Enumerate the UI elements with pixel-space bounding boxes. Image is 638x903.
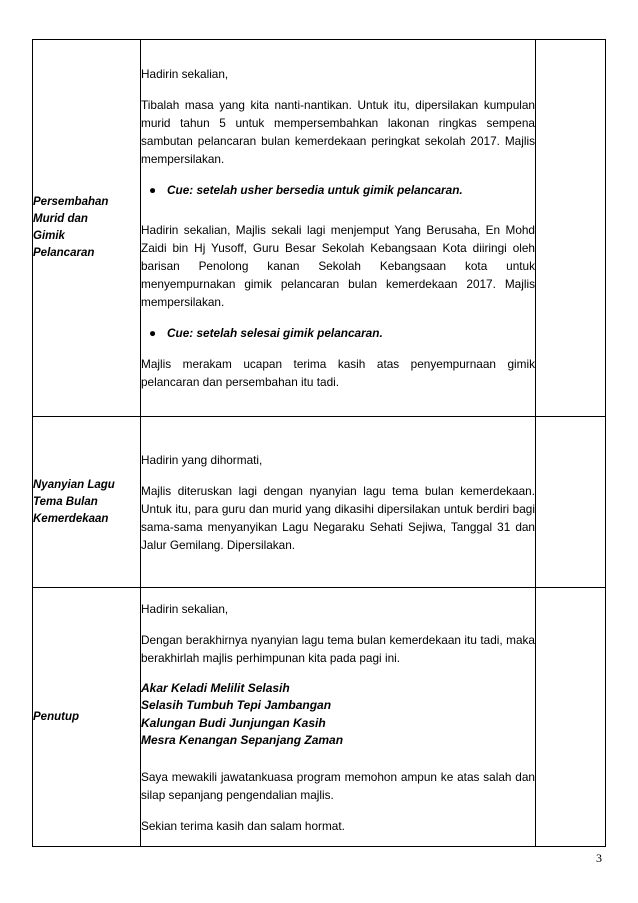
section-label bbox=[33, 40, 141, 417]
section-content bbox=[141, 588, 536, 847]
cue-text: Cue: setelah usher bersedia untuk gimik pelancaran. bbox=[167, 183, 463, 197]
pantun bbox=[141, 680, 535, 750]
label-line: Gimik bbox=[33, 230, 65, 242]
page-number: 3 bbox=[596, 851, 602, 865]
section-content bbox=[141, 40, 536, 417]
bullet-icon: ● bbox=[149, 326, 157, 340]
notes-cell bbox=[536, 588, 606, 847]
label-line: Penutup bbox=[33, 710, 79, 723]
section-label bbox=[33, 417, 141, 588]
section-content bbox=[141, 417, 536, 588]
pantun-line: Kalungan Budi Junjungan Kasih bbox=[141, 715, 326, 730]
greeting: Hadirin sekalian, bbox=[141, 67, 229, 81]
paragraph: Hadirin sekalian, Majlis sekali lagi menjemput Yang Berusaha, En Mohd Zaidi bin Hj Yusoff, Guru Besar Sekolah Kebangsaan Kota diiringi oleh barisan Penolong kanan Sekolah Kebangsaan kota untuk menyempurnakan gimik pelancaran bulan kemerdekaan 2017. Majlis mempersilakan. bbox=[141, 223, 535, 309]
greeting: Hadirin yang dihormati, bbox=[141, 452, 263, 467]
bullet-icon: ● bbox=[149, 183, 157, 197]
cue-item bbox=[141, 324, 535, 342]
table-row bbox=[33, 588, 606, 847]
paragraph: Sekian terima kasih dan salam hormat. bbox=[141, 818, 345, 833]
section-label bbox=[33, 588, 141, 847]
table-row bbox=[33, 40, 606, 417]
notes-cell bbox=[536, 417, 606, 588]
label-line: Nyanyian Lagu bbox=[33, 478, 115, 491]
greeting: Hadirin sekalian, bbox=[141, 601, 229, 616]
label-line: Kemerdekaan bbox=[33, 512, 109, 525]
notes-cell bbox=[536, 40, 606, 417]
paragraph: Tibalah masa yang kita nanti-nantikan. Untuk itu, dipersilakan kumpulan murid tahun 5 untuk mempersembahkan lakonan ringkas sempena sambutan pelancaran bulan kemerdekaan peringkat sekolah 2017. Majlis mempersilakan. bbox=[141, 98, 535, 166]
script-table bbox=[32, 39, 606, 847]
label-line: Pelancaran bbox=[33, 247, 95, 259]
pantun-line: Mesra Kenangan Sepanjang Zaman bbox=[141, 733, 344, 747]
paragraph: Saya mewakili jawatankuasa program memohon ampun ke atas salah dan silap sepanjang pengendalian majlis. bbox=[141, 769, 535, 802]
label-line: Persembahan bbox=[33, 196, 109, 208]
pantun-line: Akar Keladi Melilit Selasih bbox=[141, 680, 290, 695]
paragraph: Dengan berakhirnya nyanyian lagu tema bulan kemerdekaan itu tadi, maka berakhirlah majlis perhimpunan kita pada pagi ini. bbox=[141, 632, 535, 665]
paragraph: Majlis diteruskan lagi dengan nyanyian lagu tema bulan kemerdekaan. Untuk itu, para guru dan murid yang dikasihi dipersilakan untuk berdiri bagi sama-sama menyanyikan Lagu Negaraku Sehati Sejiwa, Tanggal 31 dan Jalur Gemilang. Dipersilakan. bbox=[141, 483, 535, 552]
label-line: Tema Bulan bbox=[33, 495, 98, 508]
label-line: Murid dan bbox=[33, 213, 88, 225]
paragraph: Majlis merakam ucapan terima kasih atas penyempurnaan gimik pelancaran dan persembahan itu tadi. bbox=[141, 357, 535, 389]
cue-text: Cue: setelah selesai gimik pelancaran. bbox=[167, 326, 383, 340]
table-row bbox=[33, 417, 606, 588]
cue-item bbox=[141, 181, 535, 199]
pantun-line: Selasih Tumbuh Tepi Jambangan bbox=[141, 698, 332, 712]
